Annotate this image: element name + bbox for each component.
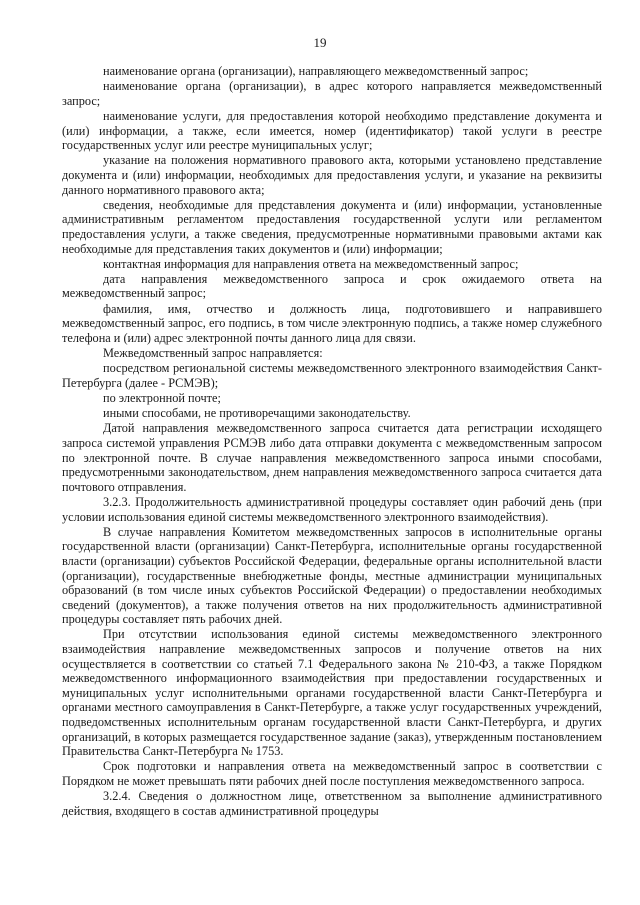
paragraph: 3.2.3. Продолжительность административной процедуры составляет один рабочий день (при условии использования единой системы межведомственного электронного взаимодействия). [62,494,602,524]
paragraph: контактная информация для направления ответа на межведомственный запрос; [103,256,519,271]
paragraph: по электронной почте; [103,391,221,405]
paragraph: указание на положения нормативного правового акта, которыми установлено представление документа и (или) информации, необходимых для предоставления услуги, и указание на реквизиты данного нормативного правового акта; [62,153,602,197]
document-body [62,64,602,819]
paragraph: Межведомственный запрос направляется: [103,346,323,361]
paragraph: сведения, необходимые для представления документа и (или) информации, установленные административным регламентом предоставления государственной услуги или регламентом предоставления услуги, а также сведения, предусмотренные нормативными правовыми актами как необходимые для представления таких документов и (или) информации; [62,197,602,256]
paragraph: наименование услуги, для предоставления которой необходимо представление документа и (или) информации, а также, если имеется, номер (идентификатор) такой услуги в реестре государственных услуг или реестре муниципальных услуг; [62,108,602,153]
paragraph: В случае направления Комитетом межведомственных запросов в исполнительные органы государственной власти (организации) Санкт-Петербурга, исполнительные органы государственной власти (организации) субъектов Российской Федерации, федеральные органы исполнительной власти (организации), государственные внебюджетные фонды, местные администрации муниципальных образований (в том числе иных субъектов Российской Федерации) о предоставлении необходимых сведений (документов), а также получения ответов на них продолжительность административной процедуры составляет пять рабочих дней. [62,524,602,627]
paragraph: При отсутствии использования единой системы межведомственного электронного взаимодействия направление межведомственных запросов и получение ответов на них осуществляется в соответствии со статьей 7.1 Федерального закона № 210-ФЗ, а также Порядком межведомственного информационного взаимодействия при предоставлении государственных и муниципальных услуг исполнительными органами государственной власти Санкт-Петербурга и органами местного самоуправления в Санкт-Петербурге, а также услуг государственных учреждений, подведомственных исполнительным органам государственной власти Санкт-Петербурга, и других организаций, в которых размещается государственное задание (заказ), утвержденным постановлением Правительства Санкт-Петербурга № 1753. [62,627,602,759]
paragraph: 3.2.4. Сведения о должностном лице, ответственном за выполнение административного действия, входящего в состав административной процедуры [62,789,602,818]
paragraph: посредством региональной системы межведомственного электронного взаимодействия Санкт-Петербурга (далее - РСМЭВ); [62,361,602,390]
paragraph: иными способами, не противоречащими законодательству. [103,406,411,421]
paragraph: дата направления межведомственного запроса и срок ожидаемого ответа на межведомственный запрос; [62,271,602,301]
paragraph: Срок подготовки и направления ответа на межведомственный запрос в соответствии с Порядком не может превышать пяти рабочих дней после поступления межведомственного запроса. [62,759,602,788]
paragraph: наименование органа (организации), в адрес которого направляется межведомственный запрос; [62,79,602,108]
paragraph: фамилия, имя, отчество и должность лица, подготовившего и направившего межведомственный запрос, его подпись, в том числе электронную подпись, а также номер служебного телефона и (или) адрес электронной почты данного лица для связи. [62,301,602,345]
page-number: 19 [313,35,327,50]
paragraph: Датой направления межведомственного запроса считается дата регистрации исходящего запроса системой управления РСМЭВ либо дата отправки документа с межведомственным запросом по электронной почте. В случае направления межведомственного запроса иными способами, предусмотренными законодательством, днем направления межведомственного запроса считается дата почтового отправления. [62,421,602,494]
paragraph: наименование органа (организации), направляющего межведомственный запрос; [103,64,529,78]
